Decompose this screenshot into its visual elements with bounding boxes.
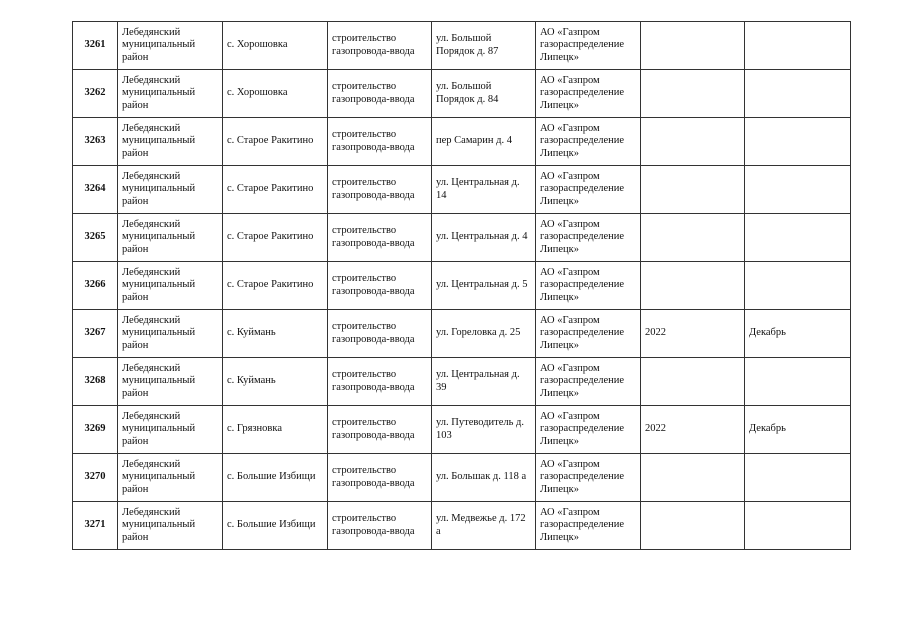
organization-cell: АО «Газпром газораспределение Липецк»: [536, 358, 641, 406]
table-row: [73, 406, 851, 454]
locality-cell: с. Хорошовка: [223, 22, 328, 70]
work-type-cell: строительство газопровода-ввода: [328, 214, 432, 262]
table-row: [73, 166, 851, 214]
row-number: 3270: [73, 454, 118, 502]
gasification-table: [72, 21, 851, 550]
month-cell: [745, 22, 851, 70]
address-cell: ул. Центральная д. 4: [432, 214, 536, 262]
district-cell: Лебедянский муниципальный район: [118, 454, 223, 502]
month-cell: [745, 358, 851, 406]
district-cell: Лебедянский муниципальный район: [118, 214, 223, 262]
district-cell: Лебедянский муниципальный район: [118, 406, 223, 454]
work-type-cell: строительство газопровода-ввода: [328, 22, 432, 70]
table-row: [73, 70, 851, 118]
row-number: 3268: [73, 358, 118, 406]
address-cell: ул. Большой Порядок д. 84: [432, 70, 536, 118]
organization-cell: АО «Газпром газораспределение Липецк»: [536, 70, 641, 118]
locality-cell: с. Старое Ракитино: [223, 214, 328, 262]
district-cell: Лебедянский муниципальный район: [118, 70, 223, 118]
year-cell: 2022: [641, 406, 745, 454]
year-cell: [641, 166, 745, 214]
organization-cell: АО «Газпром газораспределение Липецк»: [536, 406, 641, 454]
work-type-cell: строительство газопровода-ввода: [328, 118, 432, 166]
row-number: 3263: [73, 118, 118, 166]
month-cell: [745, 166, 851, 214]
locality-cell: с. Грязновка: [223, 406, 328, 454]
work-type-cell: строительство газопровода-ввода: [328, 310, 432, 358]
year-cell: 2022: [641, 310, 745, 358]
month-cell: [745, 70, 851, 118]
table-row: [73, 454, 851, 502]
table-row: [73, 502, 851, 550]
row-number: 3264: [73, 166, 118, 214]
organization-cell: АО «Газпром газораспределение Липецк»: [536, 454, 641, 502]
organization-cell: АО «Газпром газораспределение Липецк»: [536, 262, 641, 310]
year-cell: [641, 454, 745, 502]
row-number: 3266: [73, 262, 118, 310]
locality-cell: с. Хорошовка: [223, 70, 328, 118]
month-cell: Декабрь: [745, 406, 851, 454]
table-row: [73, 262, 851, 310]
month-cell: [745, 502, 851, 550]
organization-cell: АО «Газпром газораспределение Липецк»: [536, 166, 641, 214]
work-type-cell: строительство газопровода-ввода: [328, 454, 432, 502]
organization-cell: АО «Газпром газораспределение Липецк»: [536, 118, 641, 166]
work-type-cell: строительство газопровода-ввода: [328, 262, 432, 310]
year-cell: [641, 358, 745, 406]
locality-cell: с. Старое Ракитино: [223, 118, 328, 166]
district-cell: Лебедянский муниципальный район: [118, 502, 223, 550]
locality-cell: с. Куймань: [223, 358, 328, 406]
month-cell: [745, 214, 851, 262]
address-cell: ул. Центральная д. 5: [432, 262, 536, 310]
table-row: [73, 310, 851, 358]
address-cell: ул. Большой Порядок д. 87: [432, 22, 536, 70]
district-cell: Лебедянский муниципальный район: [118, 358, 223, 406]
district-cell: Лебедянский муниципальный район: [118, 166, 223, 214]
district-cell: Лебедянский муниципальный район: [118, 118, 223, 166]
month-cell: [745, 262, 851, 310]
organization-cell: АО «Газпром газораспределение Липецк»: [536, 22, 641, 70]
locality-cell: с. Большие Избищи: [223, 502, 328, 550]
table-row: [73, 214, 851, 262]
year-cell: [641, 502, 745, 550]
row-number: 3271: [73, 502, 118, 550]
address-cell: ул. Гореловка д. 25: [432, 310, 536, 358]
address-cell: ул. Центральная д. 39: [432, 358, 536, 406]
month-cell: Декабрь: [745, 310, 851, 358]
row-number: 3267: [73, 310, 118, 358]
district-cell: Лебедянский муниципальный район: [118, 310, 223, 358]
district-cell: Лебедянский муниципальный район: [118, 262, 223, 310]
year-cell: [641, 118, 745, 166]
work-type-cell: строительство газопровода-ввода: [328, 358, 432, 406]
organization-cell: АО «Газпром газораспределение Липецк»: [536, 502, 641, 550]
address-cell: ул. Центральная д. 14: [432, 166, 536, 214]
address-cell: ул. Путеводитель д. 103: [432, 406, 536, 454]
locality-cell: с. Куймань: [223, 310, 328, 358]
year-cell: [641, 22, 745, 70]
organization-cell: АО «Газпром газораспределение Липецк»: [536, 214, 641, 262]
row-number: 3262: [73, 70, 118, 118]
address-cell: ул. Большак д. 118 а: [432, 454, 536, 502]
work-type-cell: строительство газопровода-ввода: [328, 70, 432, 118]
address-cell: ул. Медвежье д. 172 а: [432, 502, 536, 550]
year-cell: [641, 262, 745, 310]
row-number: 3261: [73, 22, 118, 70]
row-number: 3269: [73, 406, 118, 454]
district-cell: Лебедянский муниципальный район: [118, 22, 223, 70]
table-row: [73, 358, 851, 406]
year-cell: [641, 70, 745, 118]
work-type-cell: строительство газопровода-ввода: [328, 166, 432, 214]
locality-cell: с. Большие Избищи: [223, 454, 328, 502]
table-row: [73, 22, 851, 70]
table-row: [73, 118, 851, 166]
work-type-cell: строительство газопровода-ввода: [328, 502, 432, 550]
address-cell: пер Самарин д. 4: [432, 118, 536, 166]
organization-cell: АО «Газпром газораспределение Липецк»: [536, 310, 641, 358]
year-cell: [641, 214, 745, 262]
locality-cell: с. Старое Ракитино: [223, 166, 328, 214]
work-type-cell: строительство газопровода-ввода: [328, 406, 432, 454]
month-cell: [745, 454, 851, 502]
locality-cell: с. Старое Ракитино: [223, 262, 328, 310]
row-number: 3265: [73, 214, 118, 262]
month-cell: [745, 118, 851, 166]
